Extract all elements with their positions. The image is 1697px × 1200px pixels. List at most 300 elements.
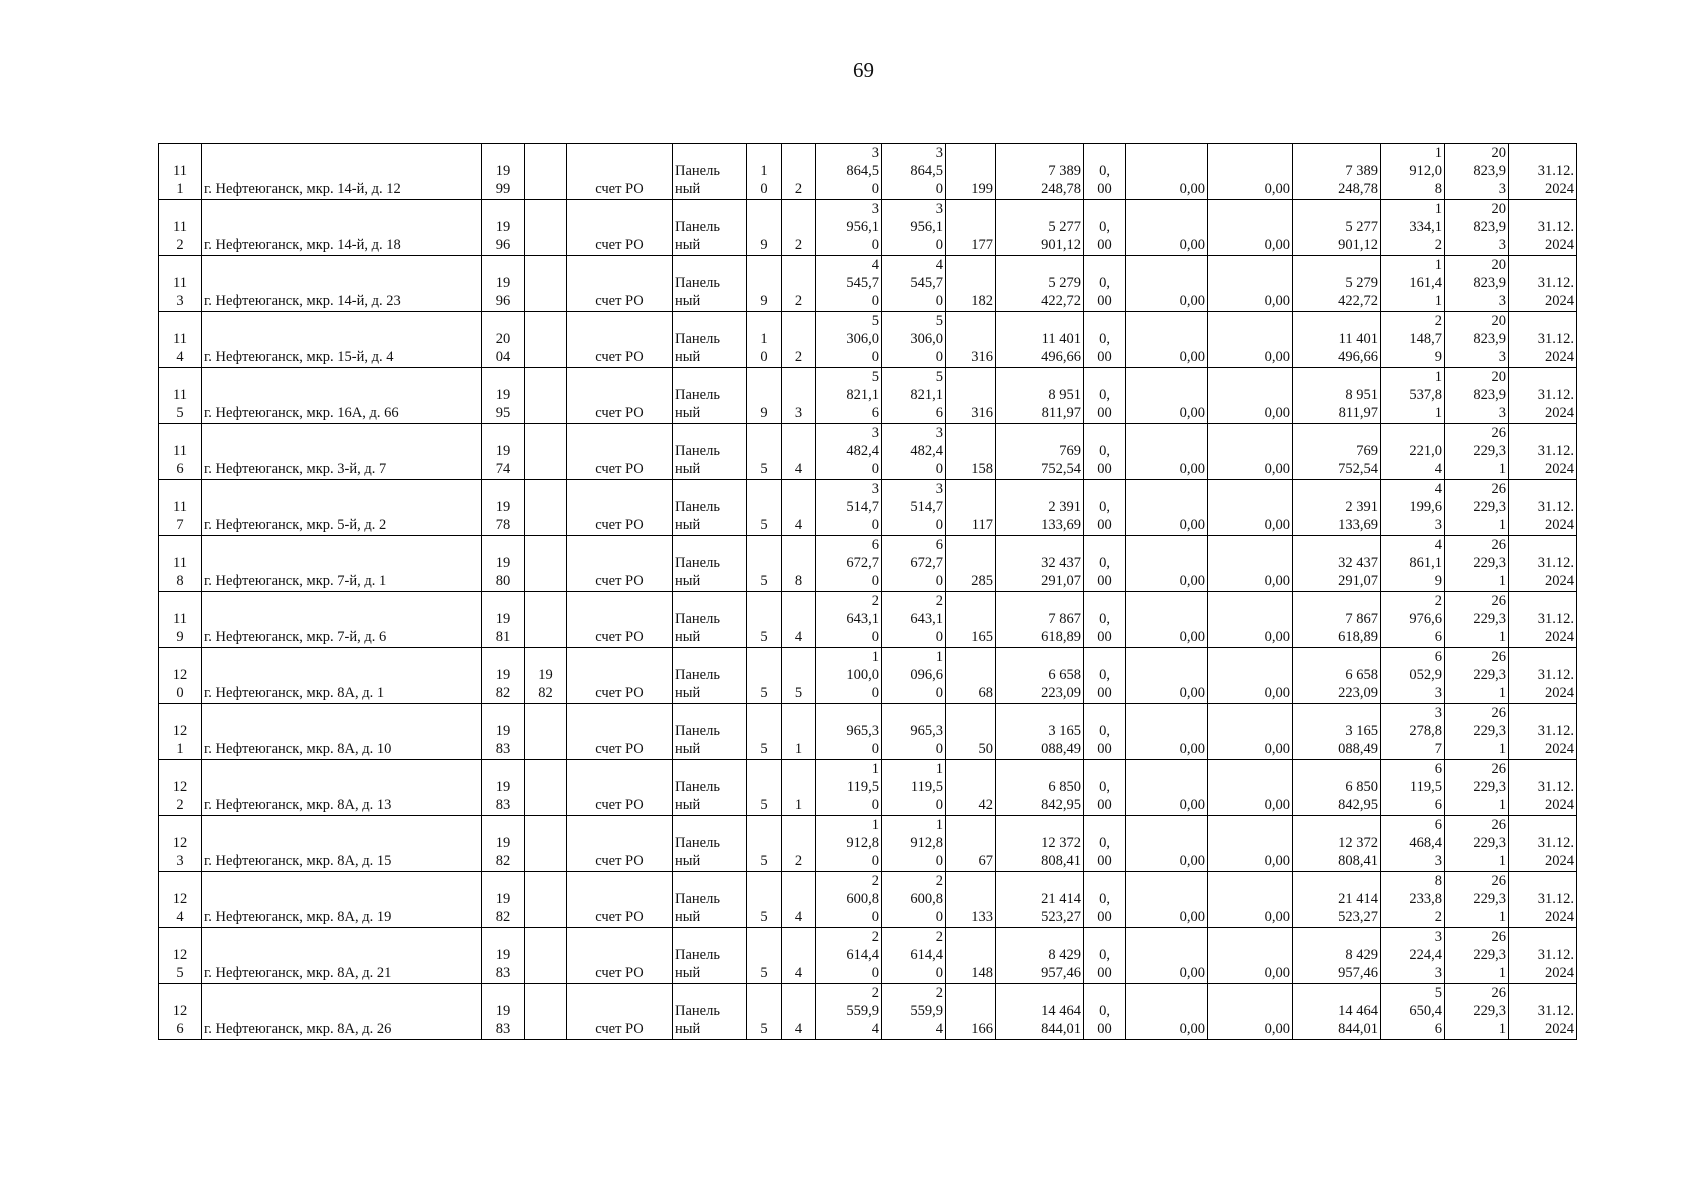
cell-address: г. Нефтеюганск, мкр. 8А, д. 1 [202,648,482,704]
cell-budget-1: 0,00 [1126,256,1208,312]
cell-fund-method: счет РО [567,760,673,816]
cell-budget-2: 0,00 [1208,480,1293,536]
cell-deadline: 31.12. 2024 [1509,480,1577,536]
cell-limit-per-m2: 26 229,3 1 [1445,592,1509,648]
cell-deadline: 31.12. 2024 [1509,984,1577,1040]
cell-cost-total: 12 372 808,41 [996,816,1084,872]
cell-year-built: 19 83 [482,704,525,760]
cell-floors: 5 [747,424,782,480]
cell-cost-per-m2: 1 912,0 8 [1381,144,1445,200]
cell-wall-material: Панель ный [673,424,747,480]
cell-row-number: 12 0 [159,648,202,704]
cell-budget-1: 0,00 [1126,928,1208,984]
cell-owners-funds: 21 414 523,27 [1293,872,1381,928]
cell-year-built: 19 96 [482,256,525,312]
cell-budget-2: 0,00 [1208,536,1293,592]
cell-year-renovated [525,592,567,648]
cell-address: г. Нефтеюганск, мкр. 7-й, д. 1 [202,536,482,592]
cell-row-number: 11 3 [159,256,202,312]
cell-area-total: 3 956,1 0 [816,200,882,256]
cell-limit-per-m2: 26 229,3 1 [1445,928,1509,984]
cell-cost-total: 5 277 901,12 [996,200,1084,256]
cell-year-renovated [525,256,567,312]
cell-area-total: 1 912,8 0 [816,816,882,872]
cell-deadline: 31.12. 2024 [1509,424,1577,480]
table-row [159,368,1577,424]
cell-deadline: 31.12. 2024 [1509,816,1577,872]
cell-budget-1: 0,00 [1126,424,1208,480]
cell-address: г. Нефтеюганск, мкр. 3-й, д. 7 [202,424,482,480]
cell-wall-material: Панель ный [673,312,747,368]
cell-area-living: 6 672,7 0 [882,536,946,592]
cell-fund-method: счет РО [567,704,673,760]
cell-fund-method: счет РО [567,984,673,1040]
cell-limit-per-m2: 26 229,3 1 [1445,480,1509,536]
cell-budget-1: 0,00 [1126,592,1208,648]
cell-cost-per-m2: 8 233,8 2 [1381,872,1445,928]
cell-deadline: 31.12. 2024 [1509,648,1577,704]
cell-cost-total: 7 867 618,89 [996,592,1084,648]
cell-year-built: 19 83 [482,984,525,1040]
cell-floors: 9 [747,200,782,256]
cell-fund-method: счет РО [567,312,673,368]
cell-owners-funds: 5 279 422,72 [1293,256,1381,312]
cell-residents: 285 [946,536,996,592]
cell-fund-method: счет РО [567,480,673,536]
cell-year-built: 20 04 [482,312,525,368]
cell-year-built: 19 81 [482,592,525,648]
cell-row-number: 11 5 [159,368,202,424]
cell-floors: 5 [747,704,782,760]
cell-floors: 5 [747,592,782,648]
cell-budget-1: 0,00 [1126,144,1208,200]
cell-floors: 5 [747,984,782,1040]
cell-address: г. Нефтеюганск, мкр. 8А, д. 21 [202,928,482,984]
cell-budget-2: 0,00 [1208,648,1293,704]
cell-year-renovated [525,480,567,536]
cell-row-number: 11 8 [159,536,202,592]
cell-cost-per-m2: 6 052,9 3 [1381,648,1445,704]
cell-cost-total: 7 389 248,78 [996,144,1084,200]
cell-fund-cost: 0, 00 [1084,480,1126,536]
cell-budget-1: 0,00 [1126,984,1208,1040]
cell-fund-cost: 0, 00 [1084,144,1126,200]
cell-year-renovated [525,368,567,424]
cell-cost-total: 6 658 223,09 [996,648,1084,704]
cell-address: г. Нефтеюганск, мкр. 7-й, д. 6 [202,592,482,648]
cell-cost-total: 14 464 844,01 [996,984,1084,1040]
cell-deadline: 31.12. 2024 [1509,592,1577,648]
cell-limit-per-m2: 26 229,3 1 [1445,872,1509,928]
cell-address: г. Нефтеюганск, мкр. 15-й, д. 4 [202,312,482,368]
cell-fund-method: счет РО [567,200,673,256]
cell-residents: 182 [946,256,996,312]
cell-wall-material: Панель ный [673,592,747,648]
cell-floors: 9 [747,256,782,312]
cell-wall-material: Панель ный [673,368,747,424]
cell-budget-1: 0,00 [1126,872,1208,928]
cell-residents: 50 [946,704,996,760]
cell-deadline: 31.12. 2024 [1509,368,1577,424]
cell-area-total: 3 482,4 0 [816,424,882,480]
cell-limit-per-m2: 26 229,3 1 [1445,984,1509,1040]
cell-budget-2: 0,00 [1208,816,1293,872]
cell-fund-cost: 0, 00 [1084,592,1126,648]
cell-area-living: 3 514,7 0 [882,480,946,536]
page-number: 69 [853,58,874,82]
table-row [159,872,1577,928]
cell-limit-per-m2: 26 229,3 1 [1445,648,1509,704]
cell-fund-cost: 0, 00 [1084,704,1126,760]
cell-year-built: 19 96 [482,200,525,256]
cell-budget-2: 0,00 [1208,872,1293,928]
cell-area-living: 1 096,6 0 [882,648,946,704]
cell-floors: 5 [747,816,782,872]
cell-residents: 148 [946,928,996,984]
cell-owners-funds: 12 372 808,41 [1293,816,1381,872]
cell-wall-material: Панель ный [673,144,747,200]
cell-owners-funds: 7 867 618,89 [1293,592,1381,648]
cell-cost-per-m2: 3 278,8 7 [1381,704,1445,760]
cell-residents: 165 [946,592,996,648]
cell-area-living: 2 614,4 0 [882,928,946,984]
cell-fund-cost: 0, 00 [1084,424,1126,480]
cell-entrances: 2 [782,144,816,200]
cell-area-total: 1 100,0 0 [816,648,882,704]
cell-year-built: 19 82 [482,648,525,704]
cell-fund-cost: 0, 00 [1084,312,1126,368]
cell-cost-total: 8 951 811,97 [996,368,1084,424]
cell-deadline: 31.12. 2024 [1509,144,1577,200]
cell-limit-per-m2: 20 823,9 3 [1445,312,1509,368]
cell-address: г. Нефтеюганск, мкр. 8А, д. 26 [202,984,482,1040]
cell-wall-material: Панель ный [673,928,747,984]
cell-row-number: 11 6 [159,424,202,480]
cell-owners-funds: 769 752,54 [1293,424,1381,480]
cell-fund-cost: 0, 00 [1084,536,1126,592]
cell-entrances: 4 [782,928,816,984]
cell-year-renovated [525,984,567,1040]
cell-limit-per-m2: 20 823,9 3 [1445,256,1509,312]
cell-area-total: 965,3 0 [816,704,882,760]
cell-row-number: 11 1 [159,144,202,200]
table-row [159,928,1577,984]
cell-entrances: 4 [782,480,816,536]
cell-deadline: 31.12. 2024 [1509,256,1577,312]
cell-row-number: 12 4 [159,872,202,928]
cell-wall-material: Панель ный [673,984,747,1040]
cell-fund-cost: 0, 00 [1084,872,1126,928]
cell-wall-material: Панель ный [673,648,747,704]
cell-address: г. Нефтеюганск, мкр. 14-й, д. 12 [202,144,482,200]
cell-area-total: 2 614,4 0 [816,928,882,984]
cell-cost-total: 21 414 523,27 [996,872,1084,928]
table-row [159,592,1577,648]
cell-budget-1: 0,00 [1126,480,1208,536]
cell-area-total: 4 545,7 0 [816,256,882,312]
cell-cost-total: 6 850 842,95 [996,760,1084,816]
cell-deadline: 31.12. 2024 [1509,704,1577,760]
cell-fund-method: счет РО [567,256,673,312]
cell-year-built: 19 83 [482,760,525,816]
cell-row-number: 11 2 [159,200,202,256]
table-row [159,312,1577,368]
cell-owners-funds: 2 391 133,69 [1293,480,1381,536]
cell-cost-per-m2: 2 976,6 6 [1381,592,1445,648]
cell-budget-1: 0,00 [1126,200,1208,256]
cell-limit-per-m2: 26 229,3 1 [1445,536,1509,592]
cell-area-total: 6 672,7 0 [816,536,882,592]
cell-limit-per-m2: 20 823,9 3 [1445,200,1509,256]
cell-area-living: 3 482,4 0 [882,424,946,480]
cell-budget-1: 0,00 [1126,312,1208,368]
cell-fund-method: счет РО [567,536,673,592]
cell-row-number: 11 9 [159,592,202,648]
table-row [159,256,1577,312]
cell-limit-per-m2: 26 229,3 1 [1445,816,1509,872]
cell-residents: 316 [946,368,996,424]
cell-wall-material: Панель ный [673,256,747,312]
cell-budget-2: 0,00 [1208,256,1293,312]
cell-cost-total: 769 752,54 [996,424,1084,480]
cell-year-renovated [525,424,567,480]
cell-area-total: 3 864,5 0 [816,144,882,200]
cell-limit-per-m2: 20 823,9 3 [1445,368,1509,424]
cell-fund-cost: 0, 00 [1084,984,1126,1040]
cell-fund-cost: 0, 00 [1084,760,1126,816]
cell-cost-per-m2: 2 148,7 9 [1381,312,1445,368]
cell-fund-cost: 0, 00 [1084,256,1126,312]
cell-cost-total: 2 391 133,69 [996,480,1084,536]
table-row [159,816,1577,872]
cell-residents: 133 [946,872,996,928]
cell-residents: 42 [946,760,996,816]
cell-entrances: 3 [782,368,816,424]
cell-entrances: 1 [782,704,816,760]
cell-residents: 316 [946,312,996,368]
cell-wall-material: Панель ный [673,760,747,816]
cell-entrances: 8 [782,536,816,592]
cell-floors: 5 [747,760,782,816]
cell-cost-total: 11 401 496,66 [996,312,1084,368]
cell-area-living: 965,3 0 [882,704,946,760]
cell-owners-funds: 8 951 811,97 [1293,368,1381,424]
cell-limit-per-m2: 26 229,3 1 [1445,704,1509,760]
cell-floors: 5 [747,480,782,536]
cell-cost-total: 5 279 422,72 [996,256,1084,312]
cell-limit-per-m2: 20 823,9 3 [1445,144,1509,200]
cell-year-built: 19 82 [482,872,525,928]
table-row [159,704,1577,760]
cell-year-renovated [525,928,567,984]
cell-year-built: 19 78 [482,480,525,536]
cell-year-renovated [525,312,567,368]
cell-budget-2: 0,00 [1208,704,1293,760]
cell-year-renovated [525,144,567,200]
cell-area-total: 1 119,5 0 [816,760,882,816]
cell-row-number: 12 1 [159,704,202,760]
cell-owners-funds: 32 437 291,07 [1293,536,1381,592]
cell-area-living: 5 306,0 0 [882,312,946,368]
cell-area-living: 3 956,1 0 [882,200,946,256]
cell-budget-2: 0,00 [1208,984,1293,1040]
cell-fund-cost: 0, 00 [1084,648,1126,704]
cell-residents: 158 [946,424,996,480]
table-row [159,144,1577,200]
cell-row-number: 11 7 [159,480,202,536]
cell-cost-per-m2: 4 199,6 3 [1381,480,1445,536]
cell-year-renovated [525,816,567,872]
cell-budget-2: 0,00 [1208,312,1293,368]
cell-residents: 177 [946,200,996,256]
cell-deadline: 31.12. 2024 [1509,928,1577,984]
table-row [159,200,1577,256]
cell-budget-1: 0,00 [1126,760,1208,816]
cell-wall-material: Панель ный [673,200,747,256]
cell-owners-funds: 5 277 901,12 [1293,200,1381,256]
cell-budget-2: 0,00 [1208,928,1293,984]
cell-area-living: 2 559,9 4 [882,984,946,1040]
cell-deadline: 31.12. 2024 [1509,872,1577,928]
cell-floors: 1 0 [747,144,782,200]
cell-address: г. Нефтеюганск, мкр. 14-й, д. 18 [202,200,482,256]
cell-area-total: 2 600,8 0 [816,872,882,928]
cell-address: г. Нефтеюганск, мкр. 8А, д. 13 [202,760,482,816]
cell-fund-method: счет РО [567,872,673,928]
cell-cost-per-m2: 221,0 4 [1381,424,1445,480]
cell-wall-material: Панель ный [673,704,747,760]
cell-area-living: 5 821,1 6 [882,368,946,424]
cell-address: г. Нефтеюганск, мкр. 8А, д. 19 [202,872,482,928]
cell-row-number: 12 6 [159,984,202,1040]
table-row [159,760,1577,816]
cell-owners-funds: 11 401 496,66 [1293,312,1381,368]
cell-residents: 117 [946,480,996,536]
cell-area-total: 2 559,9 4 [816,984,882,1040]
cell-deadline: 31.12. 2024 [1509,536,1577,592]
cell-entrances: 5 [782,648,816,704]
cell-fund-cost: 0, 00 [1084,368,1126,424]
cell-floors: 5 [747,536,782,592]
cell-fund-method: счет РО [567,592,673,648]
cell-row-number: 12 3 [159,816,202,872]
cell-deadline: 31.12. 2024 [1509,312,1577,368]
cell-deadline: 31.12. 2024 [1509,200,1577,256]
cell-year-renovated [525,200,567,256]
cell-floors: 1 0 [747,312,782,368]
table-row [159,424,1577,480]
cell-entrances: 1 [782,760,816,816]
cell-floors: 9 [747,368,782,424]
cell-entrances: 4 [782,872,816,928]
cell-limit-per-m2: 26 229,3 1 [1445,424,1509,480]
cell-fund-method: счет РО [567,816,673,872]
cell-budget-2: 0,00 [1208,424,1293,480]
cell-fund-method: счет РО [567,928,673,984]
cell-fund-method: счет РО [567,648,673,704]
cell-fund-method: счет РО [567,144,673,200]
cell-budget-2: 0,00 [1208,368,1293,424]
cell-owners-funds: 3 165 088,49 [1293,704,1381,760]
cell-year-renovated [525,872,567,928]
table-row [159,648,1577,704]
cell-floors: 5 [747,928,782,984]
cell-year-built: 19 95 [482,368,525,424]
cell-wall-material: Панель ный [673,536,747,592]
cell-floors: 5 [747,648,782,704]
cell-entrances: 2 [782,816,816,872]
cell-address: г. Нефтеюганск, мкр. 8А, д. 10 [202,704,482,760]
cell-cost-per-m2: 1 161,4 1 [1381,256,1445,312]
cell-entrances: 2 [782,200,816,256]
cell-entrances: 4 [782,424,816,480]
cell-area-living: 2 600,8 0 [882,872,946,928]
cell-address: г. Нефтеюганск, мкр. 8А, д. 15 [202,816,482,872]
cell-budget-1: 0,00 [1126,536,1208,592]
cell-cost-per-m2: 5 650,4 6 [1381,984,1445,1040]
cell-owners-funds: 14 464 844,01 [1293,984,1381,1040]
cell-year-built: 19 82 [482,816,525,872]
cell-year-renovated [525,704,567,760]
cell-year-renovated: 19 82 [525,648,567,704]
cell-deadline: 31.12. 2024 [1509,760,1577,816]
cell-cost-per-m2: 1 334,1 2 [1381,200,1445,256]
cell-fund-cost: 0, 00 [1084,200,1126,256]
cell-year-built: 19 83 [482,928,525,984]
table-row [159,536,1577,592]
cell-entrances: 4 [782,592,816,648]
cell-budget-1: 0,00 [1126,816,1208,872]
cell-residents: 67 [946,816,996,872]
cell-cost-total: 32 437 291,07 [996,536,1084,592]
cell-cost-per-m2: 6 468,4 3 [1381,816,1445,872]
cell-cost-total: 3 165 088,49 [996,704,1084,760]
table-row [159,984,1577,1040]
cell-budget-1: 0,00 [1126,704,1208,760]
cell-row-number: 12 2 [159,760,202,816]
cell-entrances: 2 [782,312,816,368]
cell-fund-cost: 0, 00 [1084,816,1126,872]
cell-cost-total: 8 429 957,46 [996,928,1084,984]
cell-area-total: 3 514,7 0 [816,480,882,536]
cell-entrances: 2 [782,256,816,312]
cell-area-living: 1 119,5 0 [882,760,946,816]
cell-area-living: 2 643,1 0 [882,592,946,648]
cell-wall-material: Панель ный [673,872,747,928]
cell-budget-2: 0,00 [1208,760,1293,816]
cell-wall-material: Панель ный [673,816,747,872]
capital-repair-table [158,143,1577,1040]
cell-area-total: 5 821,1 6 [816,368,882,424]
cell-year-built: 19 99 [482,144,525,200]
cell-cost-per-m2: 3 224,4 3 [1381,928,1445,984]
cell-residents: 166 [946,984,996,1040]
cell-year-built: 19 74 [482,424,525,480]
cell-floors: 5 [747,872,782,928]
cell-area-living: 4 545,7 0 [882,256,946,312]
cell-fund-cost: 0, 00 [1084,928,1126,984]
cell-address: г. Нефтеюганск, мкр. 5-й, д. 2 [202,480,482,536]
cell-budget-2: 0,00 [1208,200,1293,256]
cell-year-renovated [525,536,567,592]
cell-budget-1: 0,00 [1126,648,1208,704]
cell-limit-per-m2: 26 229,3 1 [1445,760,1509,816]
cell-owners-funds: 7 389 248,78 [1293,144,1381,200]
cell-area-living: 3 864,5 0 [882,144,946,200]
cell-address: г. Нефтеюганск, мкр. 16А, д. 66 [202,368,482,424]
cell-row-number: 11 4 [159,312,202,368]
cell-area-total: 2 643,1 0 [816,592,882,648]
